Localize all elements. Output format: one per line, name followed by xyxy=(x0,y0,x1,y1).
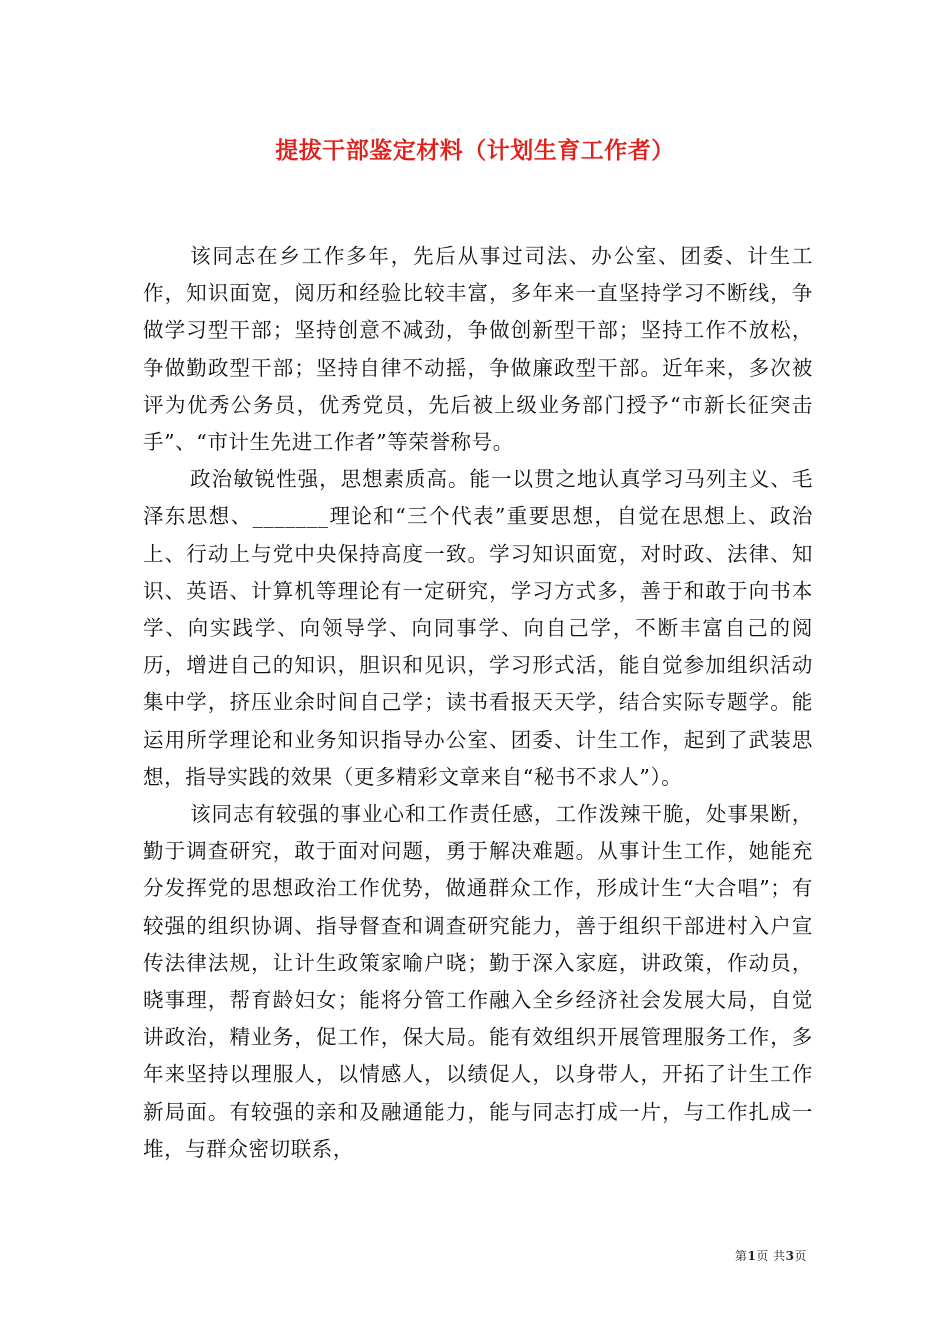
paragraph: 该同志有较强的事业心和工作责任感，工作泼辣干脆，处事果断，勤于调查研究，敢于面对问题，勇于解决难题。从事计生工作，她能充分发挥党的思想政治工作优势，做通群众工作，形成计生“大合唱”；有较强的组织协调、指导督查和调查研究能力，善于组织干部进村入户宣传法律法规，让计生政策家喻户晓；勤于深入家庭，讲政策，作动员，晓事理，帮育龄妇女；能将分管工作融入全乡经济社会发展大局，自觉讲政治，精业务，促工作，保大局。能有效组织开展管理服务工作，多年来坚持以理服人，以情感人，以绩促人，以身带人，开拓了计生工作新局面。有较强的亲和及融通能力，能与同志打成一片，与工作扎成一堆，与群众密切联系， xyxy=(143,802,813,1161)
document-title: 提拔干部鉴定材料（计划生育工作者） xyxy=(275,137,675,164)
page-middle: 页 共 xyxy=(756,1249,786,1263)
paragraph: 该同志在乡工作多年，先后从事过司法、办公室、团委、计生工作，知识面宽，阅历和经验比较丰富，多年来一直坚持学习不断线，争做学习型干部；坚持创意不减劲，争做创新型干部；坚持工作不放松，争做勤政型干部；坚持自律不动摇，争做廉政型干部。近年来，多次被评为优秀公务员，优秀党员，先后被上级业务部门授予“市新长征突击手”、“市计生先进工作者”等荣誉称号。 xyxy=(143,244,813,455)
document-body xyxy=(143,238,813,1168)
paragraph: 政治敏锐性强，思想素质高。能一以贯之地认真学习马列主义、毛泽东思想、_______理论和“三个代表”重要思想，自觉在思想上、政治上、行动上与党中央保持高度一致。学习知识面宽，对时政、法律、知识、英语、计算机等理论有一定研究，学习方式多，善于和敢于向书本学、向实践学、向领导学、向同事学、向自己学，不断丰富自己的阅历，增进自己的知识，胆识和见识，学习形式活，能自觉参加组织活动集中学，挤压业余时间自己学；读书看报天天学，结合实际专题学。能运用所学理论和业务知识指导办公室、团委、计生工作，起到了武装思想，指导实践的效果（更多精彩文章来自“秘书不求人”）。 xyxy=(143,467,813,789)
page-suffix: 页 xyxy=(794,1249,807,1263)
total-page-number: 3 xyxy=(785,1249,795,1263)
page-number-footer xyxy=(735,1247,807,1264)
current-page-number: 1 xyxy=(747,1249,757,1263)
page-prefix: 第 xyxy=(734,1249,748,1263)
